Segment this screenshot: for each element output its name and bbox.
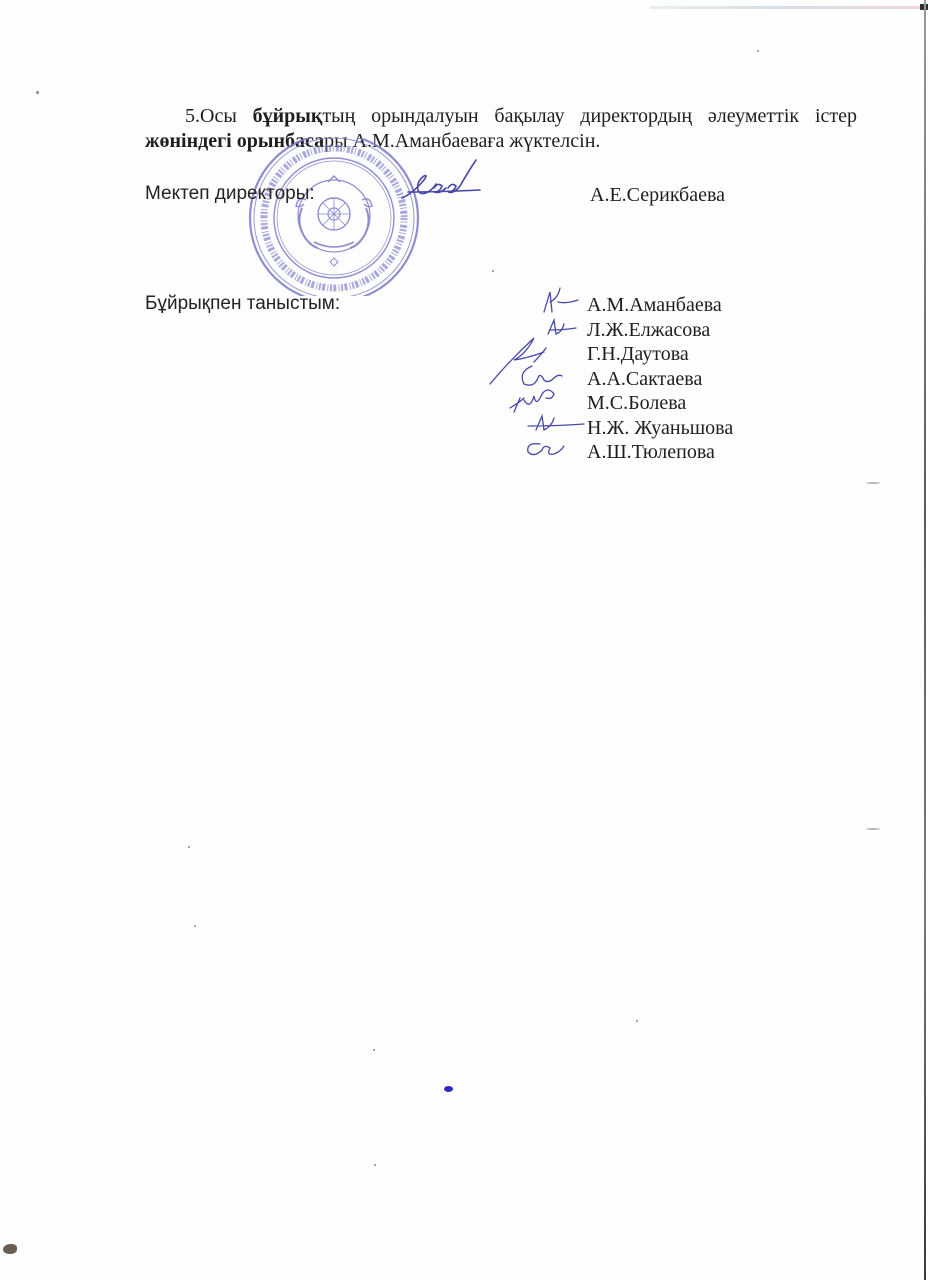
emblem-stamp-icon — [246, 138, 422, 296]
acknowledged-name: Г.Н.Даутова — [587, 343, 689, 365]
acknowledged-label: Бұйрықпен таныстым: — [145, 293, 341, 314]
acknowledged-name: Н.Ж. Жуаньшова — [587, 416, 734, 439]
paragraph-bold-word: бұйрық — [252, 105, 323, 127]
scan-speck — [374, 1164, 376, 1166]
ink-smudge — [3, 1244, 17, 1254]
signature-icon — [398, 158, 488, 210]
scan-speck — [492, 270, 494, 272]
scan-speck — [188, 846, 190, 848]
scan-mark — [866, 482, 880, 484]
scan-speck — [36, 91, 39, 94]
scan-speck — [373, 1049, 375, 1051]
ink-dot — [444, 1086, 453, 1092]
scan-mark — [866, 828, 880, 830]
scan-edge-top — [650, 6, 920, 9]
acknowledged-name: А.М.Аманбаева — [587, 294, 722, 316]
scan-edge-right — [924, 0, 926, 1280]
paragraph-lead: 5.Осы — [185, 105, 253, 127]
paragraph-tail: ры А.М.Аманбаеваға жүктелсін. — [324, 130, 601, 152]
acknowledged-names-list — [587, 293, 733, 465]
director-name: А.Е.Серикбаева — [590, 184, 726, 206]
acknowledged-name: М.С.Болева — [587, 392, 687, 414]
acknowledgement-signatures-icon — [486, 284, 586, 464]
acknowledged-name: А.А.Сактаева — [587, 367, 703, 390]
scan-speck — [636, 1020, 638, 1022]
acknowledged-name: А.Ш.Тюлепова — [587, 441, 715, 463]
paragraph-bold-phrase: жөніндегі орынбаса — [145, 130, 325, 152]
paragraph-middle: тың орындалуын бақылау директордың әлеуметтік істер — [322, 105, 857, 127]
scan-speck — [194, 925, 196, 927]
scan-speck — [757, 50, 759, 52]
acknowledged-name: Л.Ж.Елжасова — [587, 318, 711, 341]
director-label: Мектеп директоры: — [145, 183, 315, 204]
